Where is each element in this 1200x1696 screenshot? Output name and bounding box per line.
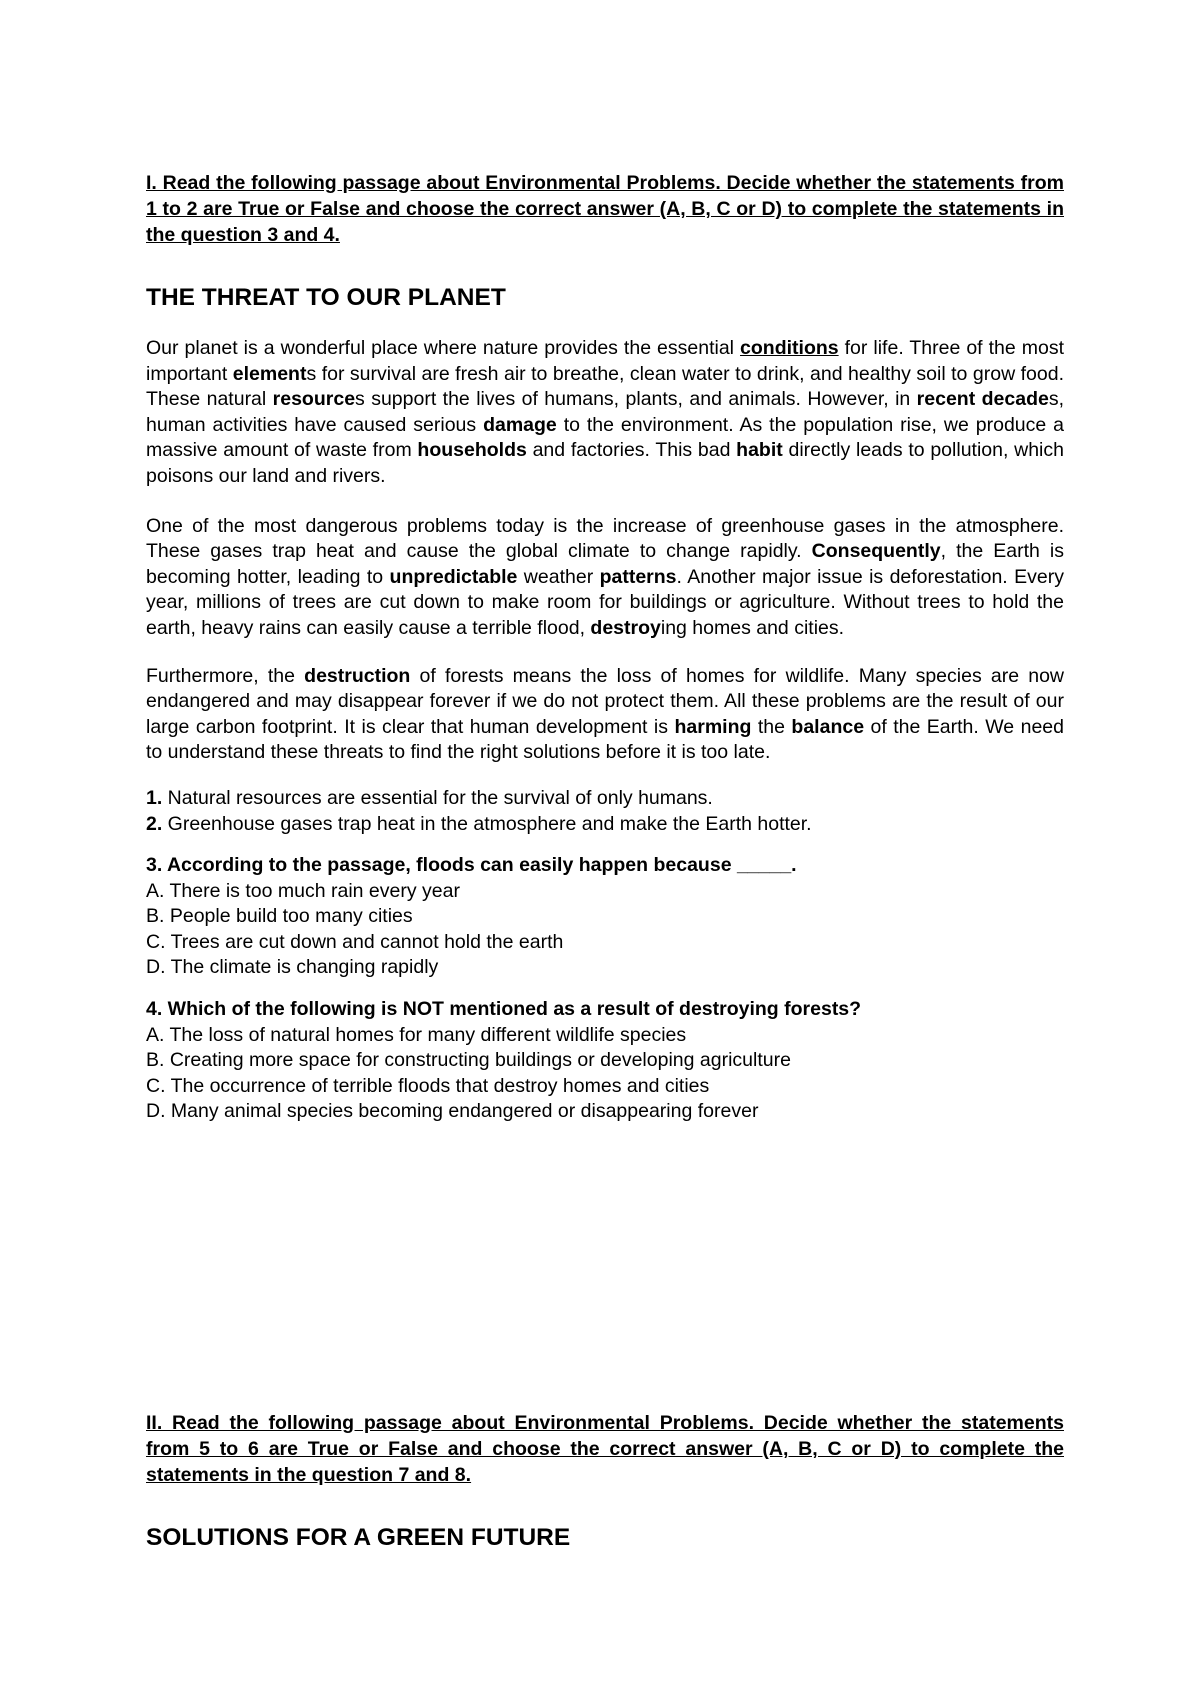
- question-4-option-c: C. The occurrence of terrible floods that destroy homes and cities: [146, 1074, 710, 1097]
- word-element: element: [232, 362, 307, 385]
- word-unpredictable: unpredictable: [389, 565, 518, 588]
- question-3-option-c: C. Trees are cut down and cannot hold the earth: [146, 930, 564, 953]
- question-4-option-d: D. Many animal species becoming endangered or disappearing forever: [146, 1100, 759, 1123]
- question-4-stem: 4. Which of the following is NOT mentioned as a result of destroying forests?: [146, 998, 862, 1021]
- question-3: [146, 853, 1064, 981]
- question-3-option-a: A. There is too much rain every year: [146, 879, 460, 902]
- question-3-stem: 3. According to the passage, floods can easily happen because _____.: [146, 854, 797, 877]
- word-recent-decade: recent decade: [916, 388, 1049, 411]
- statement-2: 2. Greenhouse gases trap heat in the atmosphere and make the Earth hotter.: [146, 812, 812, 835]
- word-harming: harming: [674, 715, 752, 738]
- word-consequently: Consequently: [811, 540, 941, 563]
- passage-2-title: SOLUTIONS FOR A GREEN FUTURE: [146, 1524, 571, 1551]
- question-4-option-a: A. The loss of natural homes for many different wildlife species: [146, 1023, 687, 1046]
- section-1: [146, 170, 1064, 1125]
- question-3-option-b: B. People build too many cities: [146, 905, 413, 928]
- word-destruction: destruction: [304, 664, 411, 687]
- word-habit: habit: [736, 439, 783, 462]
- question-4: [146, 997, 1064, 1125]
- statement-1: 1. Natural resources are essential for the survival of only humans.: [146, 786, 713, 809]
- passage-1-paragraph-2: One of the most dangerous problems today is the increase of greenhouse gases in the atmosphere. These gases trap heat and cause the global climate to change rapidly. Consequently, the Earth is becoming hotter, leading to unpredictable weather patterns. Another major issue is deforestation. Every year, millions of trees are cut down to make room for buildings or agriculture. Without trees to hold the earth, heavy rains can easily cause a terrible flood, destroying homes and cities.: [146, 514, 1065, 639]
- word-damage: damage: [483, 413, 557, 436]
- passage-1-paragraph-1: Our planet is a wonderful place where nature provides the essential conditions for life. Three of the most important elements for survival are fresh air to breathe, clean water to drink, and healthy soil to grow food. These natural resources support the lives of humans, plants, and animals. However, in recent decades, human activities have caused serious damage to the environment. As the population rise, we produce a massive amount of waste from households and factories. This bad habit directly leads to pollution, which poisons our land and rivers.: [146, 337, 1064, 487]
- passage-1-paragraph-3: Furthermore, the destruction of forests means the loss of homes for wildlife. Many species are now endangered and may disappear forever if we do not protect them. All these problems are the result of our large carbon footprint. It is clear that human development is harming the balance of the Earth. We need to understand these threats to find the right solutions before it is too late.: [146, 664, 1064, 764]
- word-patterns: patterns: [599, 565, 677, 588]
- question-3-option-d: D. The climate is changing rapidly: [146, 956, 439, 979]
- word-resource: resource: [272, 388, 356, 411]
- passage-1-title: THE THREAT TO OUR PLANET: [146, 284, 506, 311]
- question-4-option-b: B. Creating more space for constructing buildings or developing agriculture: [146, 1049, 791, 1072]
- word-destroy: destroy: [590, 616, 661, 639]
- section-1-instruction: I. Read the following passage about Environmental Problems. Decide whether the statements from 1 to 2 are True or False and choose the correct answer (A, B, C or D) to complete the statements in the question 3 and 4.: [146, 172, 1064, 246]
- word-balance: balance: [791, 715, 865, 738]
- section-2-instruction: II. Read the following passage about Environmental Problems. Decide whether the statements from 5 to 6 are True or False and choose the correct answer (A, B, C or D) to complete the statements in the question 7 and 8.: [146, 1412, 1064, 1486]
- word-households: households: [417, 439, 527, 462]
- word-conditions: conditions: [740, 337, 839, 359]
- true-false-statements: [146, 786, 1064, 837]
- section-2: [146, 1410, 1064, 1552]
